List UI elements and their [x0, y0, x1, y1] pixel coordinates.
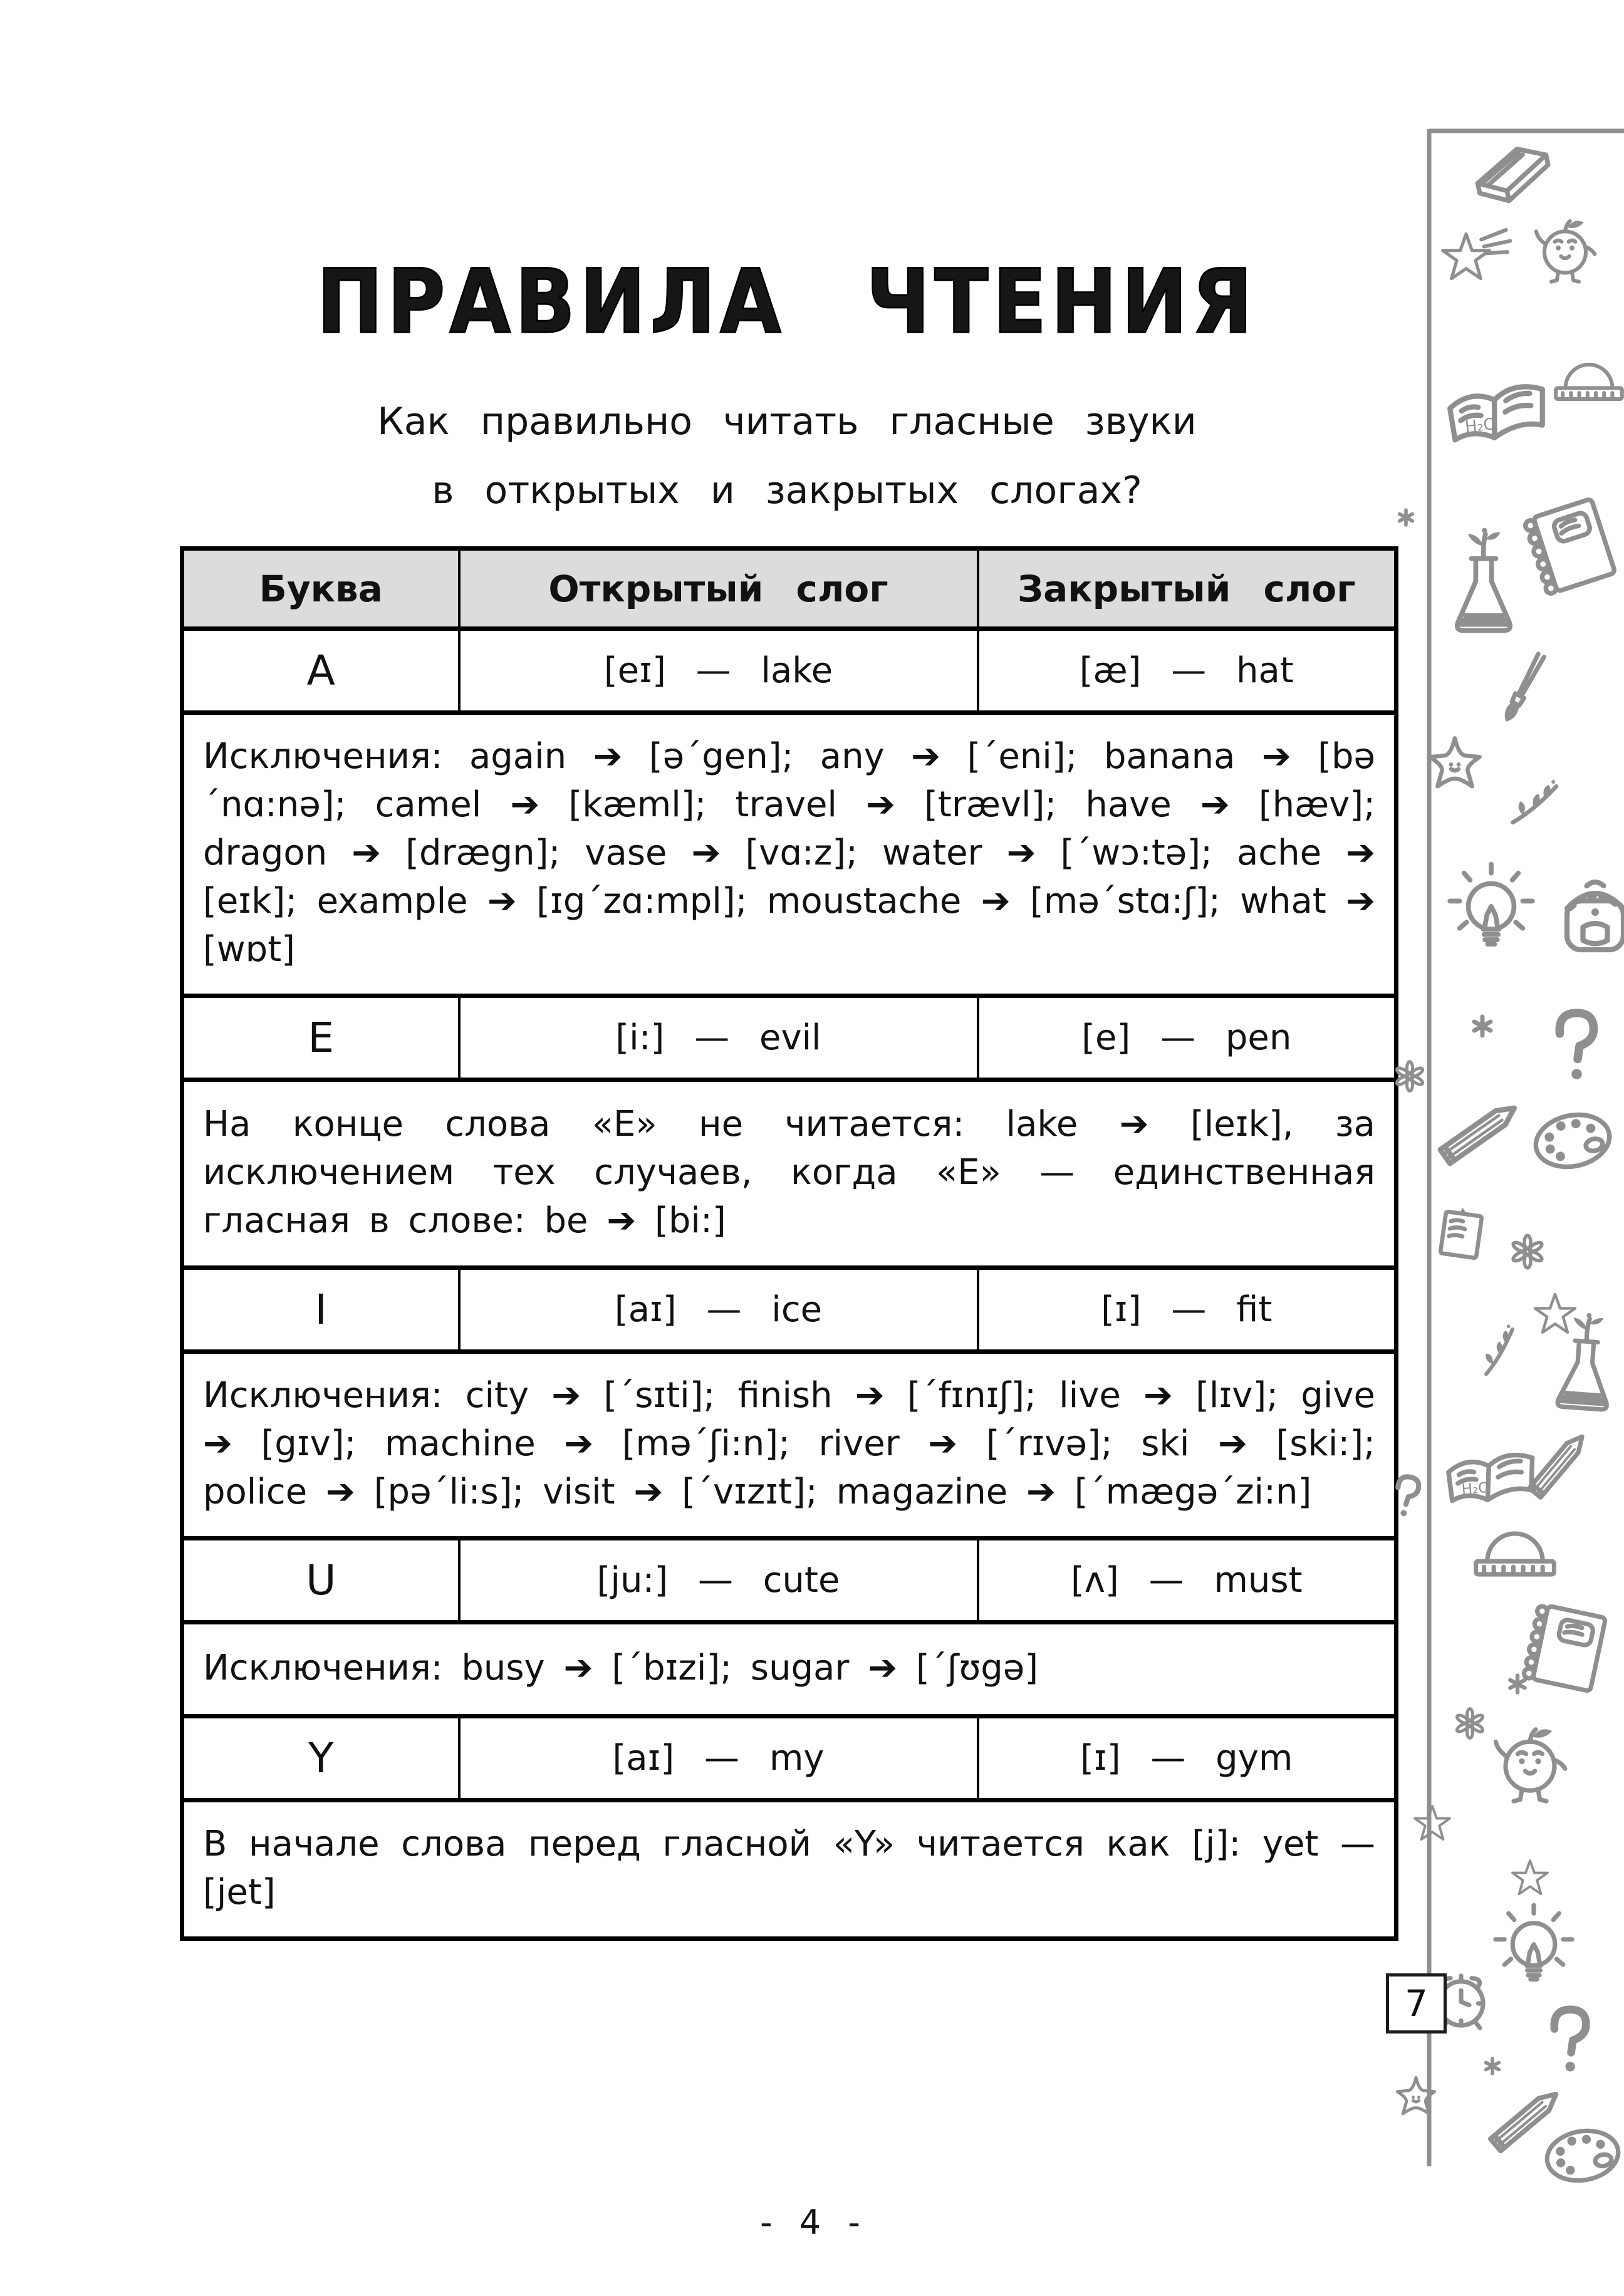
lightbulb-icon — [1496, 1905, 1572, 1979]
question-mark-icon — [1393, 1475, 1420, 1518]
closed-syllable-cell: [ɪ] — gym — [978, 1717, 1397, 1800]
subtitle-line-1: Как правильно читать гласные звуки — [377, 400, 1197, 444]
reading-rules-table — [180, 546, 1398, 1941]
leaf-branch-icon — [1512, 780, 1556, 823]
strip-border — [1429, 129, 1624, 2166]
rule-note: В начале слова перед гласной «Y» читается как [j]: yet — [jet] — [182, 1800, 1397, 1939]
star-icon — [1512, 1861, 1548, 1894]
table-row-y-note — [182, 1800, 1397, 1939]
letter-cell: U — [182, 1539, 459, 1623]
note-sheet-icon — [1440, 1205, 1483, 1258]
open-syllable-cell: [ju:] — cute — [459, 1539, 978, 1623]
sparkle-icon — [1474, 1017, 1491, 1036]
page-subtitle — [180, 387, 1394, 525]
book-icon — [1472, 143, 1554, 207]
flask-with-plant-icon — [1457, 528, 1510, 631]
header-row — [182, 549, 1397, 629]
doodle-side-strip: H₂O — [1366, 129, 1624, 2166]
lightbulb-icon — [1450, 865, 1533, 944]
paintbrush-icon — [1501, 653, 1546, 724]
spiral-notebook-icon — [1523, 1604, 1606, 1691]
letter-cell: Y — [182, 1717, 459, 1800]
letter-cell: A — [182, 629, 459, 713]
open-syllable-cell: [i:] — evil — [459, 996, 978, 1080]
subtitle-line-2: в открытых и закрытых слогах? — [432, 469, 1142, 512]
sparkle-icon — [1486, 2059, 1499, 2074]
spiral-notebook-icon — [1524, 499, 1615, 595]
table-row-u-exceptions — [182, 1623, 1397, 1717]
open-syllable-cell: [eɪ] — lake — [459, 629, 978, 713]
column-header-open-syllable: Открытый слог — [459, 549, 978, 629]
star-icon — [1535, 1294, 1575, 1332]
exceptions-note: Исключения: again ➔ [ə´gen]; any ➔ [´eni]; banana ➔ [bə´nɑ:nə]; camel ➔ [kæml]; travel ➔ [trævl]; have ➔ [hæv]; dragon ➔ [drægn]; vase ➔ [vɑ:z]; water ➔ [´wɔ:tə]; ache ➔ [eɪk]; example ➔ [ɪg´zɑ:mpl]; moustache ➔ [mə´stɑ:ʃ]; what ➔ [wɒt] — [182, 713, 1397, 996]
section-page-number-box — [1386, 1973, 1447, 2034]
letter-cell: I — [182, 1268, 459, 1352]
daisy-icon — [1455, 1709, 1484, 1738]
rule-note: На конце слова «E» не читается: lake ➔ [leɪk], за исключением тех случаев, когда «E» — единственная гласная в слове: be ➔ [bi:] — [182, 1080, 1397, 1268]
section-page-number: 7 — [1405, 1982, 1428, 2025]
pencil-icon — [1440, 1101, 1519, 1164]
apple-character-icon — [1536, 221, 1595, 282]
table-row-i — [182, 1268, 1397, 1352]
footer-page-number: - 4 - — [760, 2203, 864, 2242]
question-mark-icon — [1559, 1013, 1593, 1079]
sparkle-icon — [1510, 1676, 1524, 1693]
open-syllable-cell: [aɪ] — my — [459, 1717, 978, 1800]
letter-cell: E — [182, 996, 459, 1080]
closed-syllable-cell: [æ] — hat — [978, 629, 1397, 713]
shooting-star-icon — [1443, 230, 1511, 279]
column-header-closed-syllable: Закрытый слог — [978, 549, 1397, 629]
apple-character-icon — [1496, 1729, 1565, 1801]
daisy-icon — [1512, 1235, 1543, 1268]
pencil-icon — [1529, 1432, 1588, 1498]
leaf-branch-icon — [1473, 1324, 1524, 1374]
closed-syllable-cell: [ɪ] — fit — [978, 1268, 1397, 1352]
open-book-icon — [1448, 1454, 1535, 1503]
question-mark-icon — [1554, 2010, 1586, 2072]
table-row-y — [182, 1717, 1397, 1800]
ruler-icon — [1556, 365, 1622, 399]
backpack-icon — [1567, 882, 1623, 950]
sparkle-icon — [1400, 510, 1413, 525]
star-icon — [1415, 1806, 1450, 1839]
starfish-icon — [1430, 738, 1479, 786]
table-row-e-note — [182, 1080, 1397, 1268]
page-title: ПРАВИЛА ЧТЕНИЯ — [316, 250, 1257, 353]
table-row-a-exceptions — [182, 713, 1397, 996]
table-row-i-exceptions — [182, 1352, 1397, 1539]
table-row-e — [182, 996, 1397, 1080]
daisy-icon — [1395, 1062, 1424, 1091]
table-row-u — [182, 1539, 1397, 1623]
closed-syllable-cell: [e] — pen — [978, 996, 1397, 1080]
table-row-a — [182, 629, 1397, 713]
open-syllable-cell: [aɪ] — ice — [459, 1268, 978, 1352]
open-book-icon — [1449, 385, 1547, 442]
exceptions-note: Исключения: busy ➔ [´bɪzi]; sugar ➔ [´ʃʊgə] — [182, 1623, 1397, 1717]
ruler-icon — [1476, 1534, 1554, 1574]
column-header-letter: Буква — [182, 549, 459, 629]
exceptions-note: Исключения: city ➔ [´sɪti]; finish ➔ [´fɪnɪʃ]; live ➔ [lɪv]; give ➔ [gɪv]; machine ➔ [mə´ʃi:n]; river ➔ [´rɪvə]; ski ➔ [ski:]; police ➔ [pə´li:s]; visit ➔ [´vɪzɪt]; magazine ➔ [´mægə´zi:n] — [182, 1352, 1397, 1539]
palette-icon — [1543, 2126, 1622, 2186]
palette-icon — [1531, 1108, 1614, 1173]
closed-syllable-cell: [ʌ] — must — [978, 1539, 1397, 1623]
pencil-icon — [1491, 2088, 1561, 2151]
